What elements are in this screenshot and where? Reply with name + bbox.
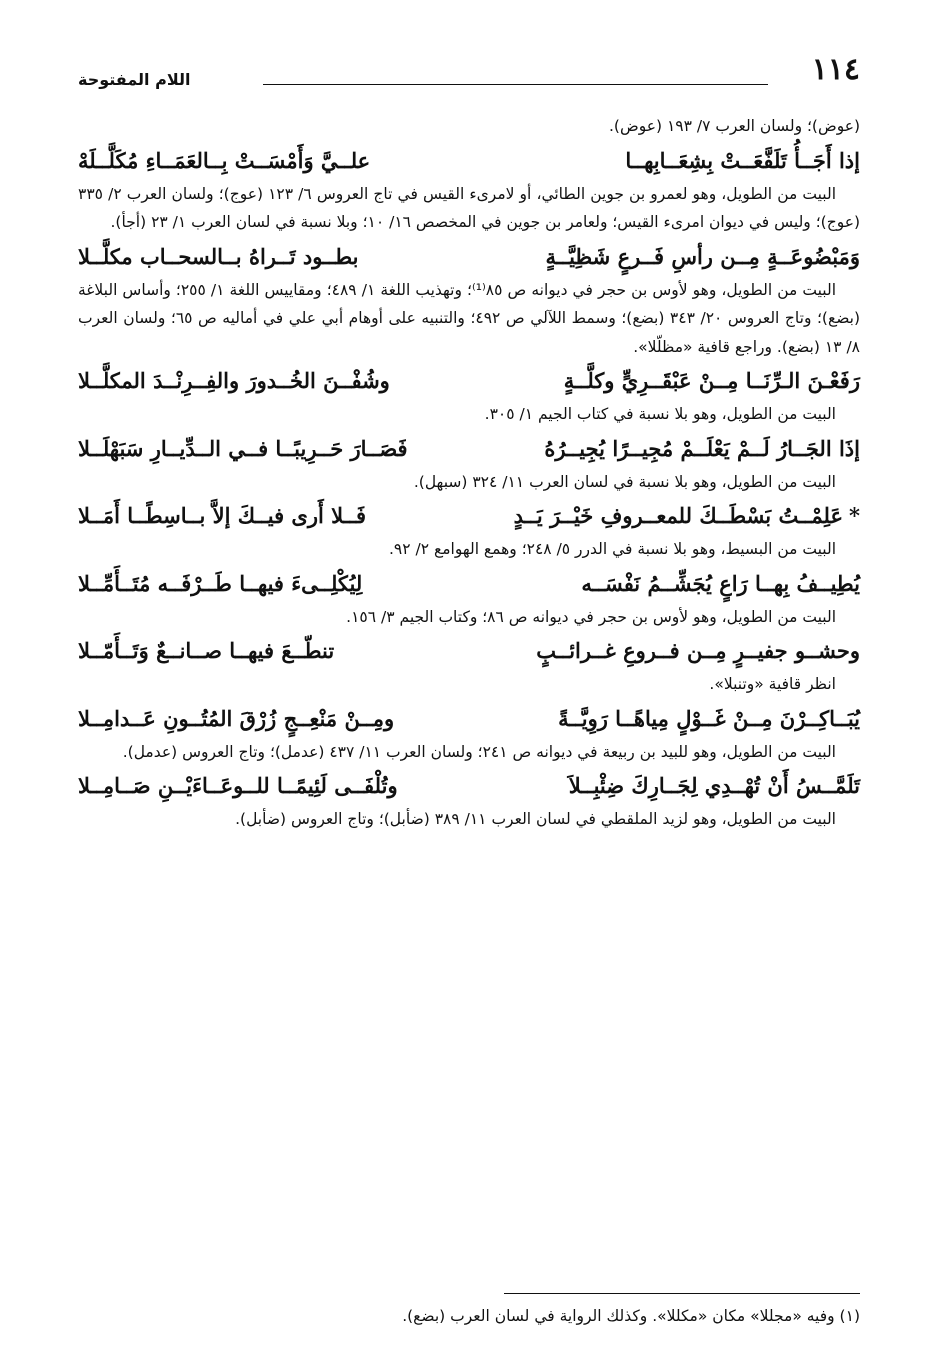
verse-1-first-hemistich: إذا أَجَــأُ تَلَفَّعَــتْ بِشِعَــابِهــا [625, 147, 860, 173]
verse-7-second-hemistich: تنطّــعَ فيهــا صــانــعٌ وَتَــأَمّــلا [78, 638, 335, 663]
verse-9 [78, 771, 860, 801]
verse-3 [78, 366, 860, 396]
note-4: البيت من الطويل، وهو بلا نسبة في لسان العرب ١١/ ٣٢٤ (سبهل). [413, 472, 836, 491]
verse-6-second-hemistich: لِيُكْلِــىءَ فيهــا طَــرْفَــه مُتَــأَمِّــلا [78, 570, 363, 596]
verse-5 [78, 501, 860, 531]
verse-5-start [514, 501, 860, 531]
verse-6-first-hemistich: يُطِيــفُ بِهــا رَاعٍ يُجَشِّــمُ نَفْسَــه [581, 570, 860, 596]
note-0: (عوض)؛ ولسان العرب ٧/ ١٩٣ (عوض). [608, 117, 860, 135]
verse-4-second-hemistich: فَصَــارَ حَــرِيبًــا فــي الــدِّيــارِ سَبَهْلَــلا [78, 435, 408, 461]
footnote-rule [504, 1293, 860, 1294]
note-2: البيت من الطويل، وهو لأوس بن حجر في ديوانه ص ٨٥⁽¹⁾؛ وتهذيب اللغة ١/ ٤٨٩؛ ومقاييس اللغة ١/ ٢٥٥؛ وأساس البلاغة (بضع)؛ وتاج العروس ٢٠/ ٣٤٣ (بضع)؛ وسمط اللآلي ص ٤٩٢؛ والتنبيه على أوهام أبي علي في أماليه ص ٦٥؛ ولسان العرب ٨/ ١٣ (بضع). وراجع قافية «مظلّلا». [78, 280, 860, 356]
verse-8-first-hemistich: يُبَــاكِــرْنَ مِــنْ غَــوْلٍ مِياهًــا رَوِيَّــةً [558, 705, 860, 731]
verse-8 [78, 704, 860, 734]
verse-7 [78, 636, 860, 666]
verse-4-first-hemistich: إذَا الجَــارُ لَــمْ يَعْلَــمْ مُجِيــرًا يُجِيــرُهُ [544, 435, 860, 461]
footnote: (١) وفيه «مجللا» مكان «مكللا». وكذلك الرواية في لسان العرب (بضع). [402, 1307, 860, 1325]
verse-3-first-hemistich: رَفَعْـنَ الـرِّنَــا مِــنْ عَبْقَــرِيٍّ وكلَّــةٍ [563, 368, 860, 393]
note-7: انظر قافية «وتنبلا». [709, 675, 836, 693]
note-1: البيت من الطويل، وهو لعمرو بن جوين الطائي، أو لامرىء القيس في تاج العروس ٦/ ١٢٣ (عوج)؛ ولسان العرب ٢/ ٣٣٥ (عوج)؛ وليس في ديوان امرىء القيس؛ ولعامر بن جوين في المخصص ١٦/ ١٠؛ وبلا نسبة في لسان العرب ١/ ٢٣ (أجأ). [78, 184, 860, 231]
verse-1 [78, 146, 860, 176]
verse-5-second-hemistich: فَــلا أَرى فيــكَ إلاَّ بــاسِطًــا أَمَــلا [78, 503, 367, 528]
note-5: البيت من البسيط، وهو بلا نسبة في الدرر ٥/ ٢٤٨؛ وهمع الهوامع ٢/ ٩٢. [388, 540, 836, 558]
note-6: البيت من الطويل، وهو لأوس بن حجر في ديوانه ص ٨٦؛ وكتاب الجيم ٣/ ١٥٦. [346, 607, 836, 626]
verse-1-second-hemistich: علــيَّ وَأَمْسَــتْ بِــالعَمَــاءِ مُكَلَّــلَهْ [78, 147, 371, 173]
verse-6 [78, 569, 860, 599]
verse-2 [78, 242, 860, 272]
verse-9-second-hemistich: وتُلْفَــى لَئِيمًــا للــوعَــاءَيْــنِ صَــامِــلا [78, 773, 398, 798]
verse-5-first-hemistich: عَلِمْــتُ بَسْطَــكَ للمعــروفِ خَيْــرَ يَــدٍ [513, 503, 844, 528]
header-rule [263, 84, 768, 85]
verse-8-second-hemistich: ومِــنْ مَنْعِــجٍ زُرْقَ المُتُــونِ عَــدامِــلا [78, 705, 395, 731]
verse-3-second-hemistich: وشُفْــنَ الخُــدورَ والفِــرِنْــدَ المكلَّــلا [78, 368, 390, 393]
verse-2-second-hemistich: بطــود تَــراهُ بــالسحــاب مكلَّــلا [78, 243, 359, 269]
verse-2-first-hemistich: وَمَبْضُوعَــةٍ مِــن رأسِ فَــرعٍ شَظِيَّــةٍ [545, 243, 860, 269]
verse-7-first-hemistich: وحشــو جفيــرٍ مِــن فــروعِ غــرائــبٍ [536, 638, 860, 663]
verse-star-marker: * [849, 503, 860, 528]
verse-4 [78, 434, 860, 464]
note-3: البيت من الطويل، وهو بلا نسبة في كتاب الجيم ١/ ٣٠٥. [484, 405, 836, 423]
running-title: اللام المفتوحة [78, 70, 191, 89]
note-9: البيت من الطويل، وهو لزيد الملقطي في لسان العرب ١١/ ٣٨٩ (ضأبل)؛ وتاج العروس (ضأبل). [235, 810, 836, 828]
page-header [78, 52, 860, 92]
page-body [78, 112, 860, 838]
note-8: البيت من الطويل، وهو للبيد بن ربيعة في ديوانه ص ٢٤١؛ ولسان العرب ١١/ ٤٣٧ (عدمل)؛ وتاج العروس (عدمل). [122, 742, 836, 761]
page-number: ١١٤ [811, 52, 860, 87]
verse-9-first-hemistich: تَلَمَّــسُ أَنْ تُهْــدِي لِجَــارِكَ ضِئْبِــلاَ [568, 773, 860, 798]
